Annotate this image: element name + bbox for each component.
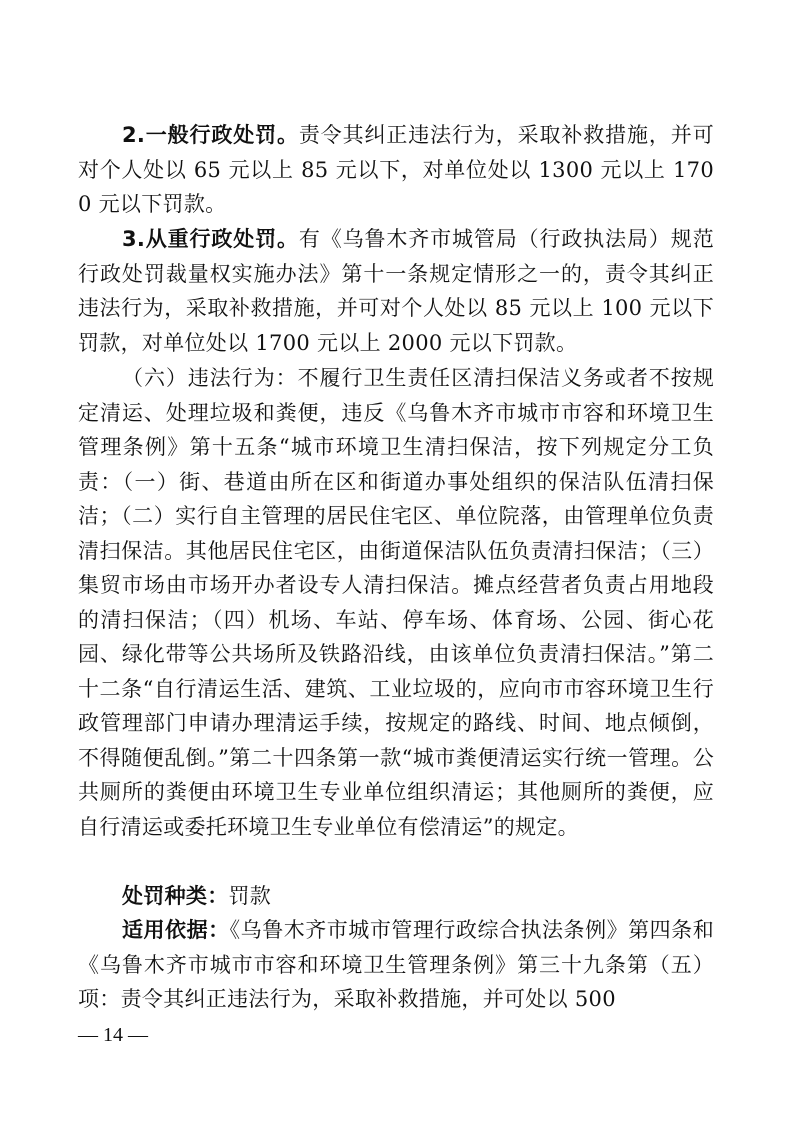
paragraph-heading: 2.一般行政处罚。 — [122, 123, 299, 147]
paragraph-text: 《乌鲁木齐市城市管理行政综合执法条例》第四条和《乌鲁木齐市城市市容和环境卫生管理条例》第三十九条第（五）项：责令其纠正违法行为，采取补救措施，并可处以 500 — [78, 918, 715, 1011]
paragraph-penalty-type — [78, 879, 714, 914]
page-number: — 14 — — [78, 1024, 148, 1046]
paragraph-heading: 处罚种类： — [122, 884, 229, 908]
paragraph-violation-six — [78, 361, 714, 844]
paragraph-heavy-penalty — [78, 222, 714, 360]
paragraph-legal-basis — [78, 913, 714, 1017]
paragraph-text: 有《乌鲁木齐市城管局（行政执法局）规范行政处罚裁量权实施办法》第十一条规定情形之一的，责令其纠正违法行为，采取补救措施，并可对个人处以 85 元以上 100 元以下罚款，对单位处以 1700 元以上 2000 元以下罚款。 — [78, 227, 714, 355]
paragraph-heading: 适用依据： — [122, 918, 230, 942]
paragraph-general-penalty — [78, 118, 714, 222]
paragraph-text: 责令其纠正违法行为，采取补救措施，并可对个人处以 65 元以上 85 元以下，对单位处以 1300 元以上 1700 元以下罚款。 — [78, 123, 714, 216]
paragraph-text: （六）违法行为：不履行卫生责任区清扫保洁义务或者不按规定清运、处理垃圾和粪便，违反《乌鲁木齐市城市市容和环境卫生管理条例》第十五条“城市环境卫生清扫保洁，按下列规定分工负责：（一）街、巷道由所在区和街道办事处组织的保洁队伍清扫保洁；（二）实行自主管理的居民住宅区、单位院落，由管理单位负责清扫保洁。其他居民住宅区，由街道保洁队伍负责清扫保洁；（三）集贸市场由市场开办者设专人清扫保洁。摊点经营者负责占用地段的清扫保洁；（四）机场、车站、停车场、体育场、公园、街心花园、绿化带等公共场所及铁路沿线，由该单位负责清扫保洁。”第二十二条“自行清运生活、建筑、工业垃圾的，应向市市容环境卫生行政管理部门申请办理清运手续，按规定的路线、时间、地点倾倒，不得随便乱倒。”第二十四条第一款“城市粪便清运实行统一管理。公共厕所的粪便由环境卫生专业单位组织清运；其他厕所的粪便，应自行清运或委托环境卫生专业单位有偿清运”的规定。 — [78, 366, 714, 839]
paragraph-heading: 3.从重行政处罚。 — [122, 227, 299, 251]
paragraph-text: 罚款 — [228, 884, 272, 908]
